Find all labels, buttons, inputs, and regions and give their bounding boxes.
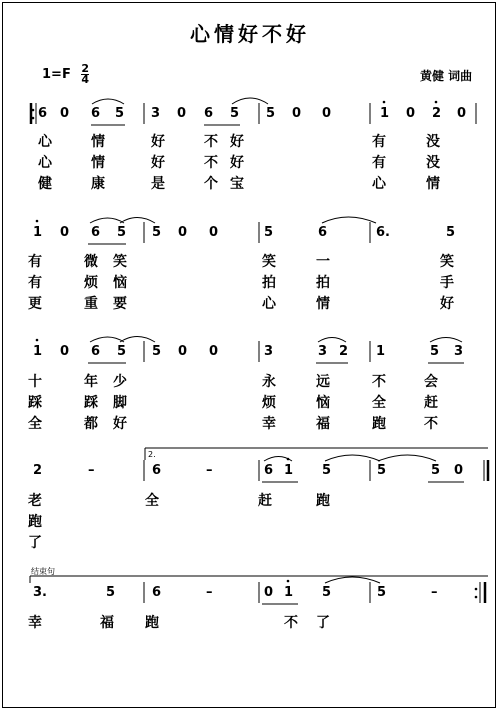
lyric-char: 老: [28, 493, 42, 509]
jianpu-note: 0: [457, 106, 467, 121]
jianpu-note: 6: [91, 225, 101, 240]
jianpu-note: 5: [377, 585, 387, 600]
key-text: 1=F: [42, 67, 71, 82]
repeat-dot: [475, 588, 478, 591]
lyric-char: 有: [372, 155, 386, 171]
lyric-char: 是: [151, 176, 165, 192]
lyric-char: 好: [230, 155, 244, 171]
jianpu-note: 5: [446, 225, 456, 240]
time-sig-bottom: 4: [81, 73, 90, 86]
octave-dot: [36, 339, 39, 342]
lyric-char: 恼: [316, 395, 330, 411]
tie: [120, 218, 155, 224]
jianpu-note: 0: [178, 344, 188, 359]
lyric-char: 心: [262, 296, 276, 312]
jianpu-note: 0: [209, 344, 219, 359]
jianpu-note: 2: [432, 106, 442, 121]
jianpu-note: 5: [115, 106, 125, 121]
repeat-dot: [32, 109, 35, 112]
lyric-char: 笑: [440, 254, 454, 270]
lyric-char: 福: [100, 615, 114, 631]
jianpu-note: –: [206, 463, 213, 478]
lyric-char: 好: [151, 134, 165, 150]
time-sig-top: 2: [81, 62, 90, 75]
jianpu-note: 0: [60, 344, 70, 359]
lyric-char: 有: [28, 254, 42, 270]
jianpu-note: 0: [177, 106, 187, 121]
lyric-char: 情: [316, 296, 330, 312]
octave-dot: [287, 580, 290, 583]
lyric-char: 了: [28, 535, 42, 551]
lyric-char: 有: [28, 275, 42, 291]
jianpu-note: 0: [406, 106, 416, 121]
jianpu-note: –: [206, 585, 213, 600]
jianpu-note: 6: [91, 106, 101, 121]
jianpu-note: 5: [264, 225, 274, 240]
lyric-char: 赶: [258, 493, 272, 509]
lyric-char: 一: [316, 254, 330, 270]
jianpu-note: 6: [152, 585, 162, 600]
lyric-char: 好: [151, 155, 165, 171]
jianpu-note: 2: [33, 463, 43, 478]
slur: [430, 338, 462, 343]
jianpu-note: 0: [264, 585, 274, 600]
jianpu-note: 5: [230, 106, 240, 121]
lyric-char: 幸: [28, 615, 42, 631]
jianpu-note: 5: [106, 585, 116, 600]
jianpu-note: 5: [431, 463, 441, 478]
jianpu-note: 5: [322, 463, 332, 478]
jianpu-note: 6: [38, 106, 48, 121]
jianpu-note: 2: [339, 344, 349, 359]
jianpu-note: 0: [454, 463, 464, 478]
lyric-char: 心: [38, 155, 52, 171]
lyric-char: 好: [113, 416, 127, 432]
jianpu-note: 5: [152, 225, 162, 240]
jianpu-note: 5: [377, 463, 387, 478]
jianpu-note: 1: [376, 344, 386, 359]
lyric-char: 踩: [28, 395, 42, 411]
jianpu-note: 3: [318, 344, 328, 359]
jianpu-note: 3: [454, 344, 464, 359]
jianpu-note: 5: [430, 344, 440, 359]
lyric-char: 永: [262, 374, 276, 390]
tie: [120, 337, 155, 343]
jianpu-note: 6: [264, 463, 274, 478]
lyric-char: 微: [84, 254, 98, 270]
slur: [90, 218, 124, 223]
lyric-char: 拍: [316, 275, 330, 291]
octave-dot: [287, 458, 290, 461]
lyric-char: 重: [84, 296, 98, 312]
jianpu-note: 0: [209, 225, 219, 240]
lyric-char: 更: [28, 296, 42, 312]
lyric-char: 不: [204, 134, 218, 150]
lyric-char: 好: [230, 134, 244, 150]
jianpu-note: 0: [60, 225, 70, 240]
jianpu-note: 1: [33, 225, 43, 240]
lyric-char: 笑: [113, 254, 127, 270]
lyric-char: 个: [204, 176, 218, 192]
lyric-char: 全: [145, 493, 159, 509]
jianpu-note: 0: [178, 225, 188, 240]
lyric-char: 跑: [372, 416, 386, 432]
lyric-char: 少: [113, 374, 127, 390]
jianpu-note: 5: [117, 344, 127, 359]
lyric-char: 跑: [28, 514, 42, 530]
lyric-char: 情: [426, 176, 440, 192]
jianpu-note: 5: [266, 106, 276, 121]
lyric-char: 烦: [262, 395, 276, 411]
lyric-char: 有: [372, 134, 386, 150]
song-title: 心情好不好: [190, 22, 310, 46]
lyric-char: 拍: [262, 275, 276, 291]
jianpu-note: 5: [322, 585, 332, 600]
lyric-char: 康: [91, 176, 105, 192]
jianpu-note: 6: [91, 344, 101, 359]
jianpu-note: 0: [292, 106, 302, 121]
jianpu-note: 6: [204, 106, 214, 121]
lyric-char: 情: [91, 134, 105, 150]
lyric-char: 没: [426, 155, 440, 171]
slur: [90, 337, 124, 342]
lyric-char: 全: [372, 395, 386, 411]
lyric-char: 福: [316, 416, 330, 432]
lyric-char: 手: [440, 275, 454, 291]
lyric-char: 宝: [230, 176, 244, 192]
lyric-char: 好: [440, 296, 454, 312]
jianpu-note: 6: [152, 463, 162, 478]
lyric-char: 赶: [424, 395, 438, 411]
jianpu-note: –: [431, 585, 438, 600]
jianpu-note: 1: [284, 463, 294, 478]
lyric-char: 幸: [262, 416, 276, 432]
jianpu-note: 6: [318, 225, 328, 240]
lyric-char: 会: [424, 374, 438, 390]
lyric-char: 脚: [113, 395, 127, 411]
tie: [232, 98, 268, 104]
jianpu-note: 3: [264, 344, 274, 359]
lyric-char: 健: [38, 176, 52, 192]
lyric-char: 笑: [262, 254, 276, 270]
lyric-char: 不: [204, 155, 218, 171]
lyric-char: 年: [84, 374, 98, 390]
lyric-char: 恼: [113, 275, 127, 291]
lyric-char: 烦: [84, 275, 98, 291]
tie: [325, 455, 380, 461]
jianpu-note: 0: [322, 106, 332, 121]
lyric-char: 没: [426, 134, 440, 150]
jianpu-note: 1: [380, 106, 390, 121]
octave-dot: [383, 101, 386, 104]
jianpu-note: 3: [151, 106, 161, 121]
tie: [378, 455, 436, 461]
lyric-char: 了: [316, 615, 330, 631]
lyric-char: 要: [113, 296, 127, 312]
jianpu-note: 1: [33, 344, 43, 359]
lyric-char: 远: [316, 374, 330, 390]
lyric-char: 不: [424, 416, 438, 432]
lyric-char: 踩: [84, 395, 98, 411]
lyric-char: 不: [372, 374, 386, 390]
jianpu-note: 5: [117, 225, 127, 240]
lyric-char: 全: [28, 416, 42, 432]
tie: [322, 217, 376, 223]
lyric-char: 十: [28, 374, 42, 390]
jianpu-note: 6.: [376, 225, 390, 240]
octave-dot: [36, 220, 39, 223]
jianpu-note: 1: [284, 585, 294, 600]
ending-2-label: 2.: [148, 450, 156, 459]
jianpu-note: 0: [60, 106, 70, 121]
jianpu-note: 3.: [33, 585, 47, 600]
jianpu-note: 5: [152, 344, 162, 359]
jianpu-note: –: [88, 463, 95, 478]
slur: [318, 338, 346, 343]
lyric-char: 不: [284, 615, 298, 631]
final-ending-label: 结束句: [31, 567, 55, 576]
octave-dot: [435, 101, 438, 104]
lyric-char: 情: [91, 155, 105, 171]
tie: [325, 577, 380, 583]
lyricist-composer-credit: 黄健 词曲: [420, 69, 473, 83]
slur: [92, 99, 124, 104]
lyric-char: 都: [84, 416, 98, 432]
lyric-char: 心: [372, 176, 386, 192]
repeat-dot: [32, 117, 35, 120]
repeat-dot: [475, 596, 478, 599]
lyric-char: 跑: [316, 493, 330, 509]
lyric-char: 心: [38, 134, 52, 150]
lyric-char: 跑: [145, 615, 159, 631]
